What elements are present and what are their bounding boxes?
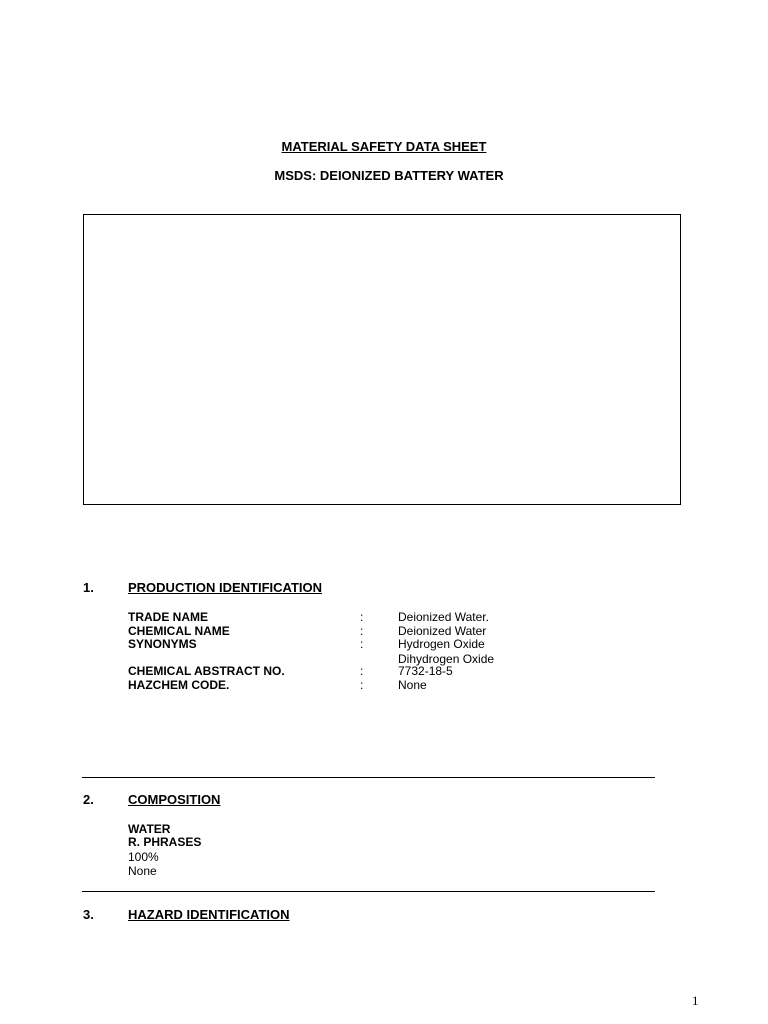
section-3-number: 3. <box>83 907 94 922</box>
synonyms-label: SYNONYMS <box>128 637 197 651</box>
chemical-name-value: Deionized Water <box>398 624 487 638</box>
synonyms-separator: : <box>360 637 364 651</box>
trade-name-separator: : <box>360 610 364 624</box>
section-divider-2 <box>82 891 655 892</box>
synonyms-value: Hydrogen Oxide <box>398 637 485 651</box>
hazchem-code-separator: : <box>360 678 364 692</box>
trade-name-value: Deionized Water. <box>398 610 489 624</box>
empty-frame-box <box>83 214 681 505</box>
composition-rphrases-value: None <box>128 864 157 878</box>
hazchem-code-value: None <box>398 678 427 692</box>
chemical-name-label: CHEMICAL NAME <box>128 624 230 638</box>
page-number: 1 <box>692 993 699 1008</box>
chemical-name-separator: : <box>360 624 364 638</box>
hazchem-code-label: HAZCHEM CODE. <box>128 678 230 692</box>
section-2-title: COMPOSITION <box>128 792 221 807</box>
section-divider-1 <box>82 777 655 778</box>
synonyms-value-2: Dihydrogen Oxide <box>398 652 495 666</box>
composition-water-label: WATER <box>128 822 171 836</box>
section-2-number: 2. <box>83 792 94 807</box>
trade-name-label: TRADE NAME <box>128 610 208 624</box>
section-1-title: PRODUCTION IDENTIFICATION <box>128 580 323 595</box>
composition-rphrases-label: R. PHRASES <box>128 835 202 849</box>
cas-number-value: 7732-18-5 <box>398 664 453 678</box>
composition-percentage: 100% <box>128 850 159 864</box>
cas-number-separator: : <box>360 664 364 678</box>
section-3-title: HAZARD IDENTIFICATION <box>128 907 290 922</box>
document-title: MATERIAL SAFETY DATA SHEET <box>281 139 487 154</box>
document-subtitle: MSDS: DEIONIZED BATTERY WATER <box>274 168 504 183</box>
section-1-number: 1. <box>83 580 94 595</box>
cas-number-label: CHEMICAL ABSTRACT NO. <box>128 664 285 678</box>
